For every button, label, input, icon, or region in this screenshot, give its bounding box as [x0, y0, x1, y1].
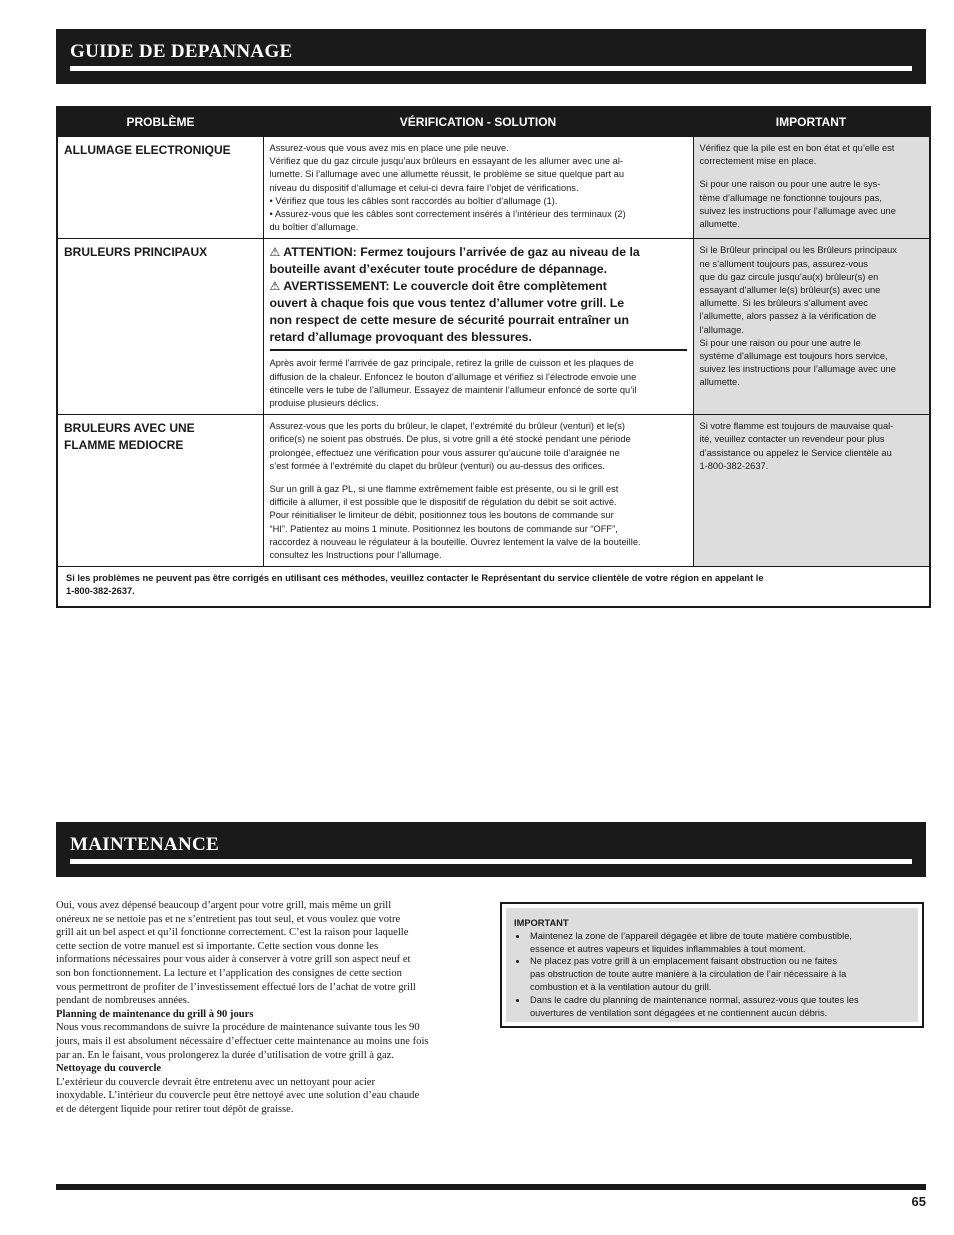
page-number: 65	[911, 1194, 926, 1209]
table-header-row	[57, 107, 930, 137]
maintenance-header	[56, 822, 926, 877]
important-notice-inner	[506, 908, 918, 1022]
cover-heading: Nettoyage du couvercle	[56, 1063, 162, 1075]
table-row	[57, 137, 930, 239]
column-header-important: IMPORTANT	[693, 107, 930, 137]
warning-triangle-icon: ⚠	[269, 279, 281, 294]
solution-line: étincelle vers le tube de l’allumeur. Essayez de maintenir l’allumeur enfoncé de sorte qu’il	[269, 384, 637, 395]
problem-label: FLAMME MEDIOCRE	[64, 438, 184, 453]
column-header-probleme: PROBLÈME	[57, 107, 263, 137]
important-line: système d’allumage est toujours hors service,	[699, 351, 888, 362]
solution-line: consultez les Instructions pour l’allumage.	[269, 550, 442, 561]
list-item-line: Dans le cadre du planning de maintenance normal, assurez-vous que toutes les	[530, 994, 859, 1005]
important-cell	[693, 239, 930, 415]
warning-text: AVERTISSEMENT: Le couvercle doit être complètement	[283, 279, 607, 294]
important-line: essayant d’allumer le(s) brûleur(s) avec une	[699, 285, 881, 296]
important-line: d’assistance ou appelez le Service clientèle au	[699, 447, 892, 458]
problem-label: BRULEURS PRINCIPAUX	[64, 245, 208, 260]
list-item-line: ouvertures de ventilation sont dégagées et ne contiennent aucun débris.	[530, 1007, 828, 1018]
maintenance-title: MAINTENANCE	[70, 834, 219, 855]
important-line: que du gaz circule jusqu’au(x) brûleur(s) en	[699, 271, 879, 282]
important-notice-box	[500, 902, 924, 1028]
solution-line: Après avoir fermé l’arrivée de gaz principale, retirez la grille de cuisson et les plaques de	[269, 358, 634, 369]
important-label: IMPORTANT	[514, 918, 569, 928]
table-row	[57, 239, 930, 415]
warning-line: non respect de cette mesure de sécurité pourrait entraîner un	[269, 313, 629, 328]
troubleshooting-header	[56, 29, 926, 84]
important-line: tème d’allumage ne fonctionne toujours pas,	[699, 192, 882, 203]
important-line: allumette. Si les brûleurs s’allument avec	[699, 298, 868, 309]
footer-rule	[56, 1184, 926, 1190]
planning-line: jours, mais il est absolument nécessaire d’effectuer cette maintenance au moins une fois	[56, 1035, 429, 1047]
header-rule	[70, 859, 912, 864]
important-line: l’allumage.	[699, 324, 744, 335]
important-line: suivez les instructions pour l’allumage avec une	[699, 205, 896, 216]
table-row	[57, 415, 930, 567]
important-line: 1-800-382-2637.	[699, 460, 769, 471]
footer-line: Si les problèmes ne peuvent pas être corrigés en utilisant ces méthodes, veuillez contacter le Représentant du service clientèle de votre région en appelant le	[66, 573, 764, 584]
important-line: l’allumette, alors passez à la vérification de	[699, 311, 877, 322]
intro-line: grill ait un bel aspect et qu’il fonctionne correctement. C’est la raison pour laquelle	[56, 927, 409, 939]
warning-line: bouteille avant d’exécuter toute procédure de dépannage.	[269, 262, 608, 277]
list-item-line: Maintenez la zone de l’appareil dégagée et libre de toute matière combustible,	[530, 930, 852, 941]
list-item	[528, 994, 910, 1020]
troubleshooting-table	[56, 106, 931, 608]
important-line: Si pour une raison ou pour une autre le	[699, 337, 861, 348]
solution-line: lumette. Si l’allumage avec une allumette réussit, le problème se situe quelque part au	[269, 169, 625, 180]
planning-line: par an. En le faisant, vous prolongerez la durée d’utilisation de votre grill à gaz.	[56, 1049, 394, 1061]
warning-line	[270, 278, 687, 295]
solution-line: “HI”. Patientez au moins 1 minute. Positionnez les boutons de commande sur “OFF”,	[269, 523, 618, 534]
intro-line: vous permettront de profiter de l’investissement effectué lors de l’achat de votre grill	[56, 981, 416, 993]
maintenance-text	[56, 899, 486, 1117]
important-cell	[693, 137, 930, 239]
solution-line: prolongée, effectuez une vérification pour vous assurer qu’aucune toile d’araignée ne	[269, 447, 620, 458]
table-footer-note	[57, 567, 930, 608]
intro-line: pendant de nombreuses années.	[56, 995, 190, 1007]
solution-line: Sur un grill à gaz PL, si une flamme extrêmement faible est présente, ou si le grill est	[269, 484, 619, 495]
important-line: allumette.	[699, 377, 740, 388]
column-header-verification: VÉRIFICATION - SOLUTION	[263, 107, 693, 137]
header-rule	[70, 66, 912, 71]
solution-line: raccordez à nouveau le régulateur à la bouteille. Ouvrez lentement la valve de la bouteille.	[269, 536, 641, 547]
solution-line: du boîtier d’allumage.	[269, 222, 359, 233]
list-item-line: pas obstruction de toute autre manière à la circulation de l’air nécessaire à la	[530, 969, 847, 980]
solution-line: orifice(s) ne soient pas obstrués. De plus, si votre grill a été stocké pendant une période	[269, 434, 631, 445]
warning-line: retard d’allumage provoquant des blessures.	[269, 330, 532, 345]
spacer	[700, 168, 924, 178]
important-line: ité, veuillez contacter un revendeur pour plus	[699, 434, 885, 445]
cover-line: inoxydable. L’intérieur du couvercle peut être nettoyé avec une solution d’eau chaude	[56, 1090, 420, 1102]
list-item-line: Ne placez pas votre grill à un emplacement faisant obstruction ou ne faites	[530, 956, 837, 967]
solution-line: Assurez-vous que vous avez mis en place une pile neuve.	[269, 143, 509, 153]
solution-line: niveau du dispositif d’allumage et celui-ci devra faire l’objet de vérifications.	[269, 182, 579, 193]
important-list	[514, 930, 910, 1020]
problem-label: ALLUMAGE ELECTRONIQUE	[64, 143, 231, 157]
problem-cell	[57, 239, 263, 415]
list-item	[528, 930, 910, 956]
warning-line	[270, 244, 687, 261]
solution-cell	[263, 415, 693, 567]
problem-cell	[57, 415, 263, 567]
planning-heading: Planning de maintenance du grill à 90 jours	[56, 1008, 254, 1020]
intro-line: Oui, vous avez dépensé beaucoup d’argent pour votre grill, mais même un grill	[56, 900, 392, 911]
intro-line: onéreux ne se nettoie pas et ne s’entretient pas tout seul, et vous voulez que votre	[56, 913, 401, 925]
list-item	[528, 955, 910, 993]
footer-line: 1-800-382-2637.	[66, 586, 135, 597]
solution-line: diffusion de la chaleur. Enfoncez le bouton d’allumage et vérifiez si l’électrode envoie une	[269, 371, 637, 382]
solution-line: Pour réinitialiser le limiteur de débit, positionnez tous les boutons de commande sur	[269, 510, 614, 521]
spacer	[270, 473, 687, 483]
table-footer-row	[57, 567, 930, 608]
intro-line: informations nécessaires pour vous aider à conserver à votre grill son aspect neuf et	[56, 954, 411, 966]
important-line: Si votre flamme est toujours de mauvaise qual-	[699, 421, 894, 432]
important-line: Vérifiez que la pile est en bon état et qu’elle est	[699, 143, 895, 153]
solution-line: difficile à allumer, il est possible que le dispositif de régulation du débit se soit activé.	[269, 497, 617, 508]
important-line: suivez les instructions pour l’allumage avec une	[699, 364, 896, 375]
solution-line: s’est formée à l’extrémité du clapet du brûleur (venturi) ou au-dessus des orifices.	[269, 460, 605, 471]
intro-line: son bon fonctionnement. La lecture et l’application des consignes de cette section	[56, 967, 402, 979]
problem-label: BRULEURS AVEC UNE	[64, 421, 195, 436]
solution-cell	[263, 137, 693, 239]
solution-line: • Vérifiez que tous les câbles sont raccordés au boîtier d’allumage (1).	[269, 195, 558, 206]
list-item-line: essence et autres vapeurs et liquides inflammables à tout moment.	[530, 943, 806, 954]
important-line: Si pour une raison ou pour une autre le sys-	[699, 179, 881, 190]
intro-line: cette section de votre manuel est si importante. Cette section vous donne les	[56, 940, 379, 952]
solution-line: Vérifiez que du gaz circule jusqu’aux brûleurs en essayant de les allumer avec une al-	[269, 156, 623, 167]
solution-cell	[263, 239, 693, 415]
cover-line: L’extérieur du couvercle devrait être entretenu avec un nettoyant pour acier	[56, 1076, 376, 1088]
important-line: Si le Brûleur principal ou les Brûleurs principaux	[699, 245, 897, 256]
planning-line: Nous vous recommandons de suivre la procédure de maintenance suivante tous les 90	[56, 1022, 420, 1034]
warning-triangle-icon: ⚠	[269, 245, 281, 260]
important-line: correctement mise en place.	[699, 156, 817, 167]
solution-line: produise plusieurs déclics.	[269, 398, 379, 409]
warning-block	[270, 244, 687, 351]
warning-text: ATTENTION: Fermez toujours l’arrivée de gaz au niveau de la	[283, 245, 640, 260]
important-line: ne s’allument toujours pas, assurez-vous	[699, 258, 868, 269]
important-line: allumette.	[699, 219, 740, 230]
cover-line: et de détergent liquide pour retirer tout dépôt de graisse.	[56, 1103, 294, 1115]
troubleshooting-title: GUIDE DE DEPANNAGE	[70, 41, 293, 62]
warning-line: ouvert à chaque fois que vous tentez d’allumer votre grill. Le	[269, 296, 625, 311]
important-cell	[693, 415, 930, 567]
list-item-line: combustion et à la ventilation autour du grill.	[530, 981, 712, 992]
solution-line: Assurez-vous que les ports du brûleur, le clapet, l’extrémité du brûleur (venturi) et le(s)	[269, 421, 626, 432]
solution-line: • Assurez-vous que les câbles sont correctement insérés à l’intérieur des terminaux (2)	[269, 209, 626, 220]
problem-cell	[57, 137, 263, 239]
